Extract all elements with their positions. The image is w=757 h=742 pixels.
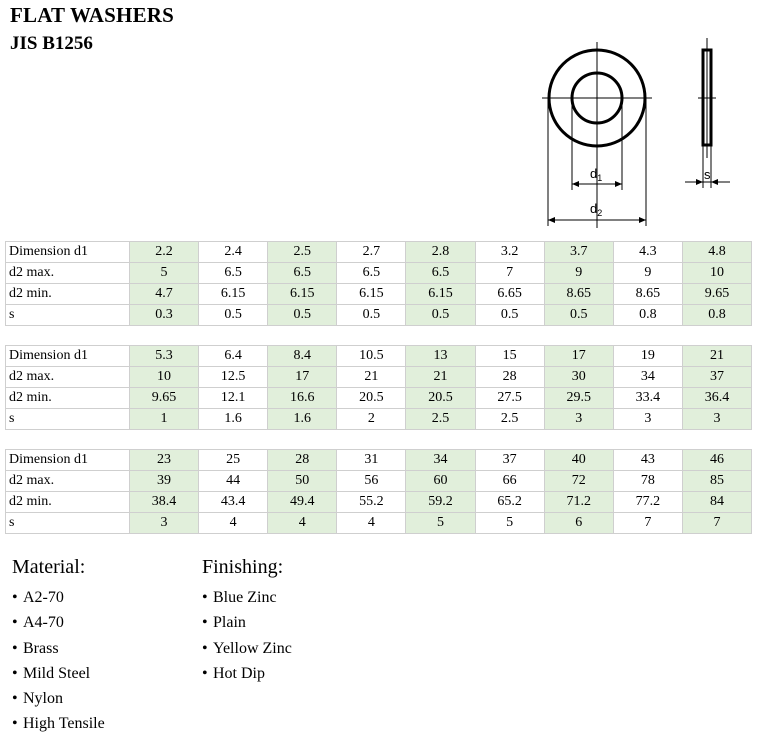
list-item — [202, 585, 292, 610]
list-item — [12, 636, 105, 661]
table-cell: 8.4 — [268, 346, 337, 367]
table-cell: 4.8 — [682, 242, 751, 263]
table-cell: 6.5 — [199, 263, 268, 284]
table-cell: 2.5 — [268, 242, 337, 263]
table-cell: 56 — [337, 471, 406, 492]
table-cell: 2.2 — [130, 242, 199, 263]
finishing-section — [202, 556, 292, 686]
bullet-icon: • — [12, 664, 18, 682]
table-cell: 17 — [544, 346, 613, 367]
table-cell: 5.3 — [130, 346, 199, 367]
table-cell: 6.65 — [475, 284, 544, 305]
material-heading: Material: — [12, 556, 86, 578]
table-cell: 55.2 — [337, 492, 406, 513]
bullet-icon: • — [12, 715, 18, 733]
list-item — [202, 636, 292, 661]
washer-drawing — [530, 38, 757, 230]
table-cell: 72 — [544, 471, 613, 492]
dimension-table-1 — [5, 241, 752, 326]
bullet-icon: • — [202, 639, 208, 657]
table-cell: 71.2 — [544, 492, 613, 513]
row-label: Dimension d1 — [6, 242, 130, 263]
list-item-label: Mild Steel — [23, 664, 91, 682]
list-item — [202, 610, 292, 635]
row-label: d2 min. — [6, 388, 130, 409]
table-cell: 31 — [337, 450, 406, 471]
table-cell: 27.5 — [475, 388, 544, 409]
table-cell: 7 — [682, 513, 751, 534]
table-cell: 34 — [613, 367, 682, 388]
table-cell: 21 — [337, 367, 406, 388]
table-cell: 78 — [613, 471, 682, 492]
table-row — [6, 388, 752, 409]
table-cell: 1 — [130, 409, 199, 430]
table-cell: 0.3 — [130, 305, 199, 326]
table-cell: 2.5 — [475, 409, 544, 430]
row-label: d2 min. — [6, 492, 130, 513]
table-cell: 66 — [475, 471, 544, 492]
row-label: Dimension d1 — [6, 450, 130, 471]
table-cell: 9.65 — [682, 284, 751, 305]
table-cell: 59.2 — [406, 492, 475, 513]
row-label: Dimension d1 — [6, 346, 130, 367]
table-cell: 2.7 — [337, 242, 406, 263]
table-cell: 3 — [613, 409, 682, 430]
material-section — [12, 556, 105, 737]
table-cell: 6.5 — [406, 263, 475, 284]
list-item — [12, 610, 105, 635]
list-item-label: Hot Dip — [213, 664, 265, 682]
table-cell: 46 — [682, 450, 751, 471]
table-cell: 77.2 — [613, 492, 682, 513]
list-item-label: Brass — [23, 639, 59, 657]
s-label: s — [704, 167, 711, 182]
table-cell: 5 — [406, 513, 475, 534]
table-cell: 12.5 — [199, 367, 268, 388]
table-cell: 23 — [130, 450, 199, 471]
bullet-icon: • — [12, 690, 18, 708]
finishing-list — [202, 585, 292, 686]
table-cell: 28 — [268, 450, 337, 471]
dimension-table-2 — [5, 345, 752, 430]
list-item — [202, 661, 292, 686]
table-cell: 8.65 — [544, 284, 613, 305]
table-row — [6, 284, 752, 305]
list-item-label: Nylon — [23, 690, 63, 708]
bullet-icon: • — [12, 589, 18, 606]
table-cell: 2 — [337, 409, 406, 430]
table-cell: 34 — [406, 450, 475, 471]
table-cell: 65.2 — [475, 492, 544, 513]
table-cell: 21 — [682, 346, 751, 367]
list-item — [12, 686, 105, 711]
list-item — [12, 585, 105, 610]
table-cell: 49.4 — [268, 492, 337, 513]
table-cell: 3 — [682, 409, 751, 430]
table-cell: 85 — [682, 471, 751, 492]
table-row — [6, 305, 752, 326]
d2-label: $d_2$ — [590, 201, 603, 218]
table-row — [6, 492, 752, 513]
table-cell: 9 — [544, 263, 613, 284]
table-cell: 17 — [268, 367, 337, 388]
table-cell: 16.6 — [268, 388, 337, 409]
table-cell: 39 — [130, 471, 199, 492]
table-cell: 0.5 — [406, 305, 475, 326]
table-cell: 6.4 — [199, 346, 268, 367]
table-cell: 2.4 — [199, 242, 268, 263]
list-item — [12, 661, 105, 686]
table-cell: 36.4 — [682, 388, 751, 409]
table-cell: 10 — [682, 263, 751, 284]
table-cell: 3 — [130, 513, 199, 534]
d1-label: $d_1$ — [590, 166, 603, 183]
table-cell: 4 — [268, 513, 337, 534]
table-cell: 37 — [475, 450, 544, 471]
table-cell: 10.5 — [337, 346, 406, 367]
table-cell: 84 — [682, 492, 751, 513]
table-cell: 6.15 — [337, 284, 406, 305]
table-cell: 3 — [544, 409, 613, 430]
table-cell: 0.8 — [613, 305, 682, 326]
table-cell: 2.5 — [406, 409, 475, 430]
table-cell: 9 — [613, 263, 682, 284]
bullet-icon: • — [12, 614, 18, 632]
row-label: s — [6, 513, 130, 534]
bullet-icon: • — [12, 639, 18, 657]
table-cell: 6.5 — [268, 263, 337, 284]
list-item-label: A2-70 — [23, 589, 64, 606]
table-row — [6, 471, 752, 492]
row-label: d2 max. — [6, 471, 130, 492]
table-cell: 20.5 — [406, 388, 475, 409]
table-cell: 6 — [544, 513, 613, 534]
table-cell: 60 — [406, 471, 475, 492]
table-cell: 30 — [544, 367, 613, 388]
table-cell: 37 — [682, 367, 751, 388]
table-row — [6, 242, 752, 263]
table-cell: 0.5 — [268, 305, 337, 326]
table-cell: 0.5 — [199, 305, 268, 326]
table-cell: 40 — [544, 450, 613, 471]
table-cell: 2.8 — [406, 242, 475, 263]
table-cell: 1.6 — [268, 409, 337, 430]
list-item-label: A4-70 — [23, 614, 64, 632]
table-row — [6, 409, 752, 430]
table-cell: 44 — [199, 471, 268, 492]
table-cell: 21 — [406, 367, 475, 388]
table-cell: 28 — [475, 367, 544, 388]
table-cell: 6.15 — [406, 284, 475, 305]
table-cell: 20.5 — [337, 388, 406, 409]
table-cell: 33.4 — [613, 388, 682, 409]
table-cell: 50 — [268, 471, 337, 492]
table-row — [6, 263, 752, 284]
table-cell: 9.65 — [130, 388, 199, 409]
table-cell: 4.3 — [613, 242, 682, 263]
table-row — [6, 367, 752, 388]
table-cell: 0.5 — [337, 305, 406, 326]
table-cell: 10 — [130, 367, 199, 388]
table-cell: 1.6 — [199, 409, 268, 430]
table-cell: 6.5 — [337, 263, 406, 284]
table-cell: 13 — [406, 346, 475, 367]
table-cell: 0.5 — [544, 305, 613, 326]
table-cell: 25 — [199, 450, 268, 471]
material-list — [12, 585, 105, 737]
table-cell: 3.2 — [475, 242, 544, 263]
table-cell: 29.5 — [544, 388, 613, 409]
table-cell: 43 — [613, 450, 682, 471]
standard-subtitle: JIS B1256 — [10, 33, 93, 54]
page-title: FLAT WASHERS — [10, 3, 175, 27]
table-cell: 7 — [475, 263, 544, 284]
bullet-icon: • — [202, 664, 208, 682]
finishing-heading: Finishing: — [202, 556, 284, 578]
table-cell: 4 — [199, 513, 268, 534]
table-cell: 8.65 — [613, 284, 682, 305]
table-cell: 6.15 — [268, 284, 337, 305]
row-label: s — [6, 409, 130, 430]
list-item-label: Plain — [213, 614, 246, 632]
bullet-icon: • — [202, 614, 208, 632]
table-cell: 4 — [337, 513, 406, 534]
table-cell: 6.15 — [199, 284, 268, 305]
list-item — [12, 711, 105, 736]
list-item-label: Yellow Zinc — [213, 639, 292, 657]
table-row — [6, 450, 752, 471]
row-label: d2 min. — [6, 284, 130, 305]
table-cell: 19 — [613, 346, 682, 367]
row-label: d2 max. — [6, 367, 130, 388]
table-cell: 0.8 — [682, 305, 751, 326]
table-row — [6, 513, 752, 534]
table-cell: 7 — [613, 513, 682, 534]
table-cell: 3.7 — [544, 242, 613, 263]
row-label: d2 max. — [6, 263, 130, 284]
table-cell: 43.4 — [199, 492, 268, 513]
list-item-label: High Tensile — [23, 715, 105, 733]
table-cell: 12.1 — [199, 388, 268, 409]
table-cell: 5 — [475, 513, 544, 534]
table-cell: 15 — [475, 346, 544, 367]
table-cell: 5 — [130, 263, 199, 284]
table-cell: 38.4 — [130, 492, 199, 513]
table-row — [6, 346, 752, 367]
row-label: s — [6, 305, 130, 326]
bullet-icon: • — [202, 589, 208, 606]
table-cell: 4.7 — [130, 284, 199, 305]
dimension-table-3 — [5, 449, 752, 534]
table-cell: 0.5 — [475, 305, 544, 326]
list-item-label: Blue Zinc — [213, 589, 277, 606]
